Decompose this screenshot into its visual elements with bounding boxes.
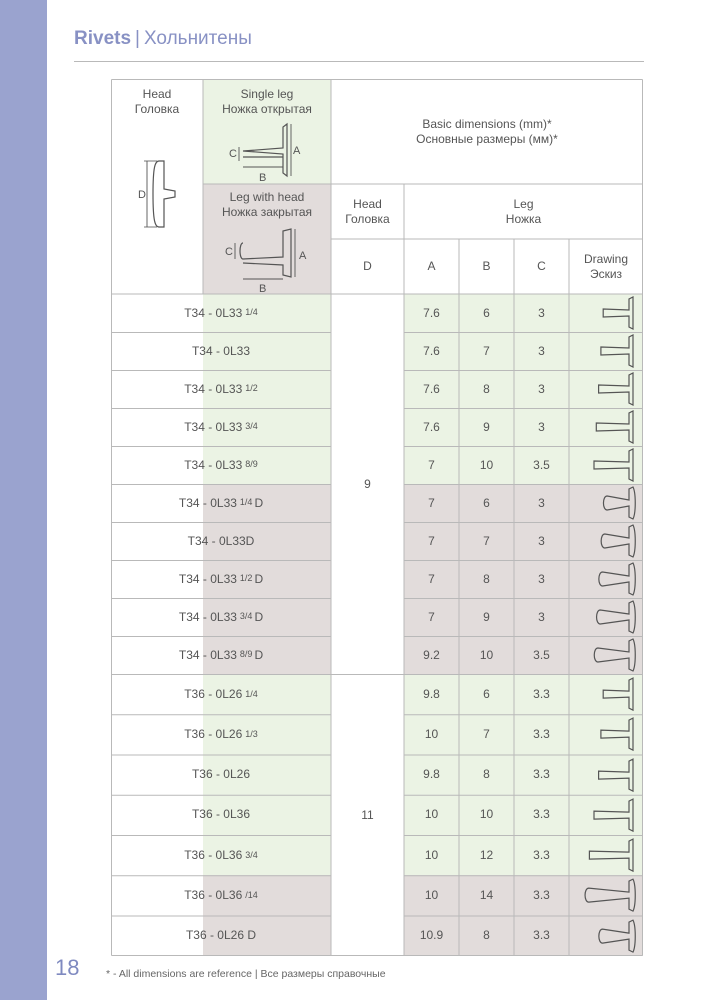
dim-a-value: 10 [424,807,439,822]
dim-a-value: 7 [428,609,435,624]
rivet-code-suffix: D [254,571,264,586]
rivet-code-suffix: D [254,495,264,510]
label-b-single: B [259,172,267,184]
dim-a-value: 7.6 [423,419,440,434]
rivet-code-main: T36 - 0L36 [184,887,243,902]
basic-dims-ru: Основные размеры (мм)* [416,131,558,146]
dim-c-value: 3.5 [533,647,550,662]
dim-a-value: 7 [428,533,435,548]
rivet-code-size: 3/4 [245,421,258,432]
dim-c-value: 3 [538,419,545,434]
rivet-code-size: 1/3 [245,728,258,739]
dim-b-value: 8 [483,928,490,943]
col-drawing-ru: Эскиз [589,266,623,281]
head-label-en: Head [142,87,172,101]
dim-c-value: 3 [538,381,545,396]
rivet-code-size: 8/9 [245,459,258,470]
table-grid [111,79,643,956]
dim-c-value: 3.3 [533,767,550,782]
label-b-headed: B [259,283,267,294]
single-leg-ru: Ножка открытая [222,102,312,116]
dim-c-value: 3.5 [533,457,550,472]
rivet-code-main: T36 - 0L36 [184,847,243,862]
dim-b-value: 7 [483,533,490,548]
dim-a-value: 10 [424,887,439,902]
dim-b-value: 8 [483,571,490,586]
rivet-code-main: T34 - 0L33D [187,533,255,548]
dim-c-value: 3 [538,609,545,624]
dim-a-value: 7 [428,571,435,586]
rivet-code-main: T34 - 0L33 [184,419,243,434]
dim-b-value: 6 [483,305,490,320]
dim-b-value: 7 [483,343,490,358]
label-d: D [138,189,146,201]
col-head-ru: Головка [345,211,390,226]
dim-a-value: 10 [424,847,439,862]
leg-with-head-en: Leg with head [229,190,305,204]
single-leg-en: Single leg [240,87,294,101]
rivet-code-main: T34 - 0L33 [191,343,251,358]
dim-c-value: 3.3 [533,928,550,943]
rivet-code-main: T34 - 0L33 [178,647,237,662]
rivet-code-main: T36 - 0L26 D [185,928,257,943]
dim-c-value: 3 [538,533,545,548]
dim-b-value: 12 [479,847,494,862]
dim-c-value: 3 [538,495,545,510]
dim-b-value: 8 [483,381,490,396]
dim-b-value: 10 [479,647,494,662]
dim-a-value: 7.6 [423,305,440,320]
dim-c-value: 3.3 [533,686,550,701]
col-b-header: B [482,259,491,273]
col-c-header: C [537,259,546,273]
leg-with-head-ru: Ножка закрытая [221,205,312,219]
basic-dims-en: Basic dimensions (mm)* [422,116,552,131]
rivet-code-main: T36 - 0L26 [184,726,243,741]
dim-c-value: 3.3 [533,887,550,902]
rivet-code-main: T34 - 0L33 [184,381,243,396]
dim-b-value: 9 [483,609,490,624]
rivet-code-main: T34 - 0L33 [184,457,243,472]
col-a-header: A [427,259,436,273]
rivet-code-main: T36 - 0L26 [184,686,243,701]
dim-b-value: 10 [479,457,494,472]
rivet-code-size: /14 [245,889,258,900]
label-c-headed: C [225,246,233,258]
dim-a-value: 10 [424,726,439,741]
rivet-code-suffix: D [254,647,264,662]
footnote: * - All dimensions are reference | Все размеры справочные [106,968,386,980]
title-russian: Хольнитены [143,28,252,49]
head-label-ru: Головка [134,102,180,116]
dim-b-value: 6 [483,495,490,510]
rivet-code-suffix: D [254,609,264,624]
col-leg-ru: Ножка [505,211,542,226]
head-d-value: 11 [361,807,374,822]
dim-a-value: 7 [428,495,435,510]
title-separator: | [135,28,140,49]
label-a-single: A [293,145,301,157]
dim-c-value: 3.3 [533,726,550,741]
col-d-header: D [363,259,372,273]
rivet-code-size: 3/4 [245,849,258,860]
col-head-en: Head [353,196,382,211]
label-a-headed: A [299,250,307,262]
dim-c-value: 3.3 [533,807,550,822]
dim-b-value: 9 [483,419,490,434]
label-c-single: C [229,148,237,160]
dim-b-value: 14 [479,887,494,902]
dim-a-value: 10.9 [419,928,444,943]
rivets-table [111,79,643,956]
dim-a-value: 9.2 [423,647,440,662]
page-number: 18 [55,955,80,980]
dim-b-value: 8 [483,767,490,782]
rivet-code-size: 1/4 [245,688,258,699]
dim-a-value: 7.6 [423,343,440,358]
head-d-value: 9 [364,476,371,491]
page-title [74,28,252,50]
col-drawing-en: Drawing [583,251,628,266]
rivet-code-size: 1/4 [245,307,258,318]
rivet-code-main: T34 - 0L33 [178,495,237,510]
dim-a-value: 7.6 [423,381,440,396]
rivet-code-size: 1/2 [239,573,253,584]
rivet-code-main: T36 - 0L26 [191,767,251,782]
dim-c-value: 3 [538,571,545,586]
dim-b-value: 6 [483,686,490,701]
dim-a-value: 7 [428,457,435,472]
dim-a-value: 9.8 [423,686,440,701]
title-bold: Rivets [74,28,132,49]
rivet-code-size: 1/2 [245,383,258,394]
dim-b-value: 10 [479,807,494,822]
dim-b-value: 7 [483,726,490,741]
rivet-code-main: T34 - 0L33 [184,305,243,320]
dim-a-value: 9.8 [423,767,440,782]
rivet-code-main: T36 - 0L36 [191,807,251,822]
rivet-code-size: 1/4 [239,497,253,508]
col-leg-en: Leg [513,196,534,211]
dim-c-value: 3 [538,343,545,358]
rivet-code-main: T34 - 0L33 [178,571,237,586]
rivet-code-main: T34 - 0L33 [178,609,237,624]
rivet-code-size: 8/9 [239,649,253,660]
dim-c-value: 3.3 [533,847,550,862]
dim-c-value: 3 [538,305,545,320]
header-divider [74,61,644,62]
side-bar [0,0,47,1000]
rivet-code-size: 3/4 [239,611,253,622]
